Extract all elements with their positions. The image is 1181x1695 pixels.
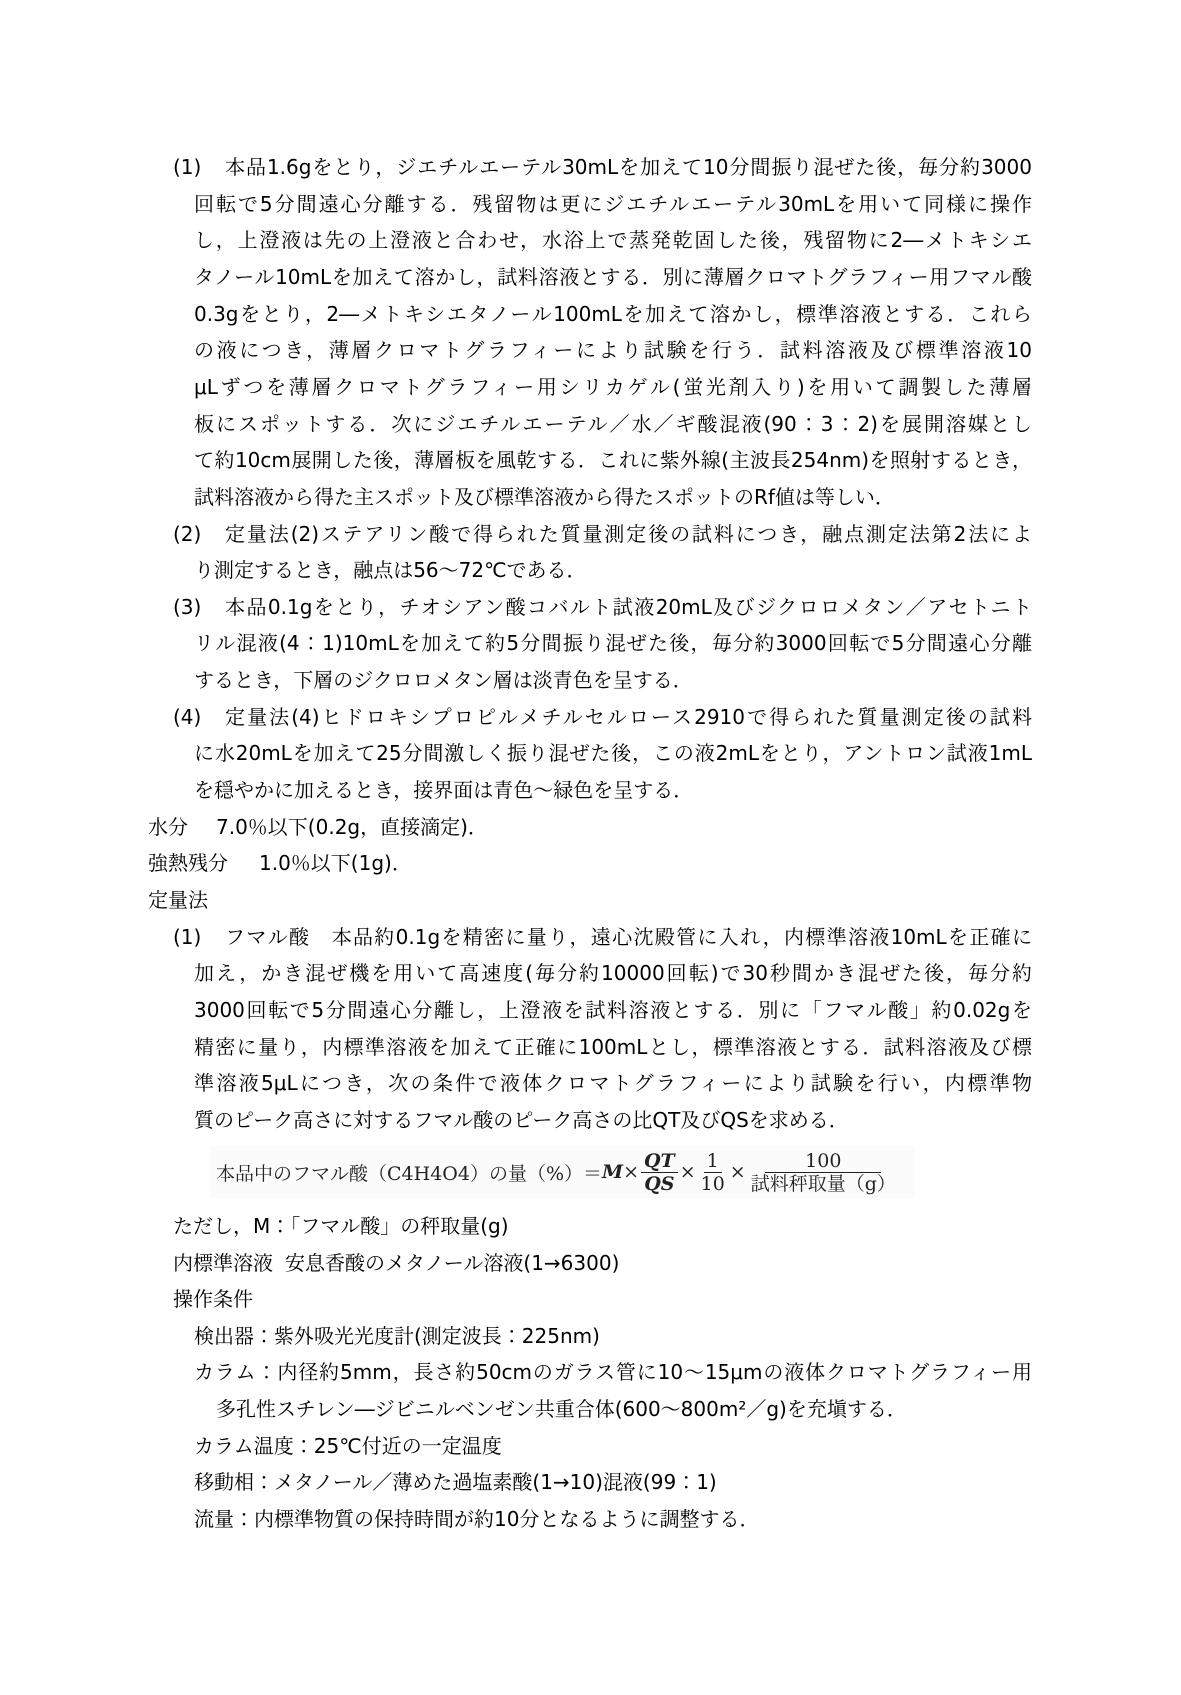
condition-flow-rate: 流量：内標準物質の保持時間が約10分となるように調整する． (194, 1506, 760, 1531)
paragraph-line: 0.3gをとり，2―メトキシエタノール100mLを加えて溶かし，標準溶液とする．これら (194, 301, 1032, 326)
paragraph-line: 質のピーク高さに対するフマル酸のピーク高さの比QT及びQSを求める． (194, 1107, 849, 1132)
paragraph-line: の液につき，薄層クロマトグラフィーにより試験を行う．試料溶液及び標準溶液10 (194, 338, 1032, 363)
item-marker: (4) (173, 704, 202, 729)
water-value: 7.0％以下(0.2g，直接滴定)． (216, 814, 488, 839)
paragraph-line: するとき，下層のジクロロメタン層は淡青色を呈する． (194, 668, 693, 693)
item-marker: (3) (173, 594, 202, 619)
item-marker: (1) (173, 924, 202, 949)
condition-mobile-phase: 移動相：メタノール／薄めた過塩素酸(1→10)混液(99：1) (194, 1470, 717, 1495)
paragraph-line: μLずつを薄層クロマトグラフィー用シリカゲル(蛍光剤入り)を用いて調製した薄層 (194, 374, 1032, 399)
formula-q-ratio (641, 1150, 678, 1195)
internal-standard-label: 内標準溶液 (173, 1250, 273, 1275)
internal-standard-value: 安息香酸のメタノール溶液(1→6300) (285, 1250, 620, 1275)
paragraph-line: 本品1.6gをとり，ジエチルエーテル30mLを加えて10分間振り混ぜた後，毎分約3000 (225, 155, 1032, 179)
paragraph-line: 板にスポットする．次にジエチルエーテル／水／ギ酸混液(90：3：2)を展開溶媒とし (194, 411, 1032, 436)
paragraph-line: に水20mLを加えて25分間激しく振り混ぜた後，この液2mLをとり，アントロン試液1mL (194, 741, 1032, 766)
paragraph-line: リル混液(4：1)10mLを加えて約5分間振り混ぜた後，毎分約3000回転で5分間遠心分離 (194, 631, 1032, 656)
condition-detector: 検出器：紫外吸光光度計(測定波長：225nm) (194, 1323, 600, 1348)
paragraph-line: り測定するとき，融点は56～72℃である． (194, 558, 587, 583)
formula-qs: QS (644, 1172, 675, 1195)
condition-column: カラム：内径約5mm，長さ約50cmのガラス管に10～15μmの液体クロマトグラフィー用 (194, 1360, 1032, 1385)
formula-sample-mass: 試料秤取量（g） (750, 1172, 896, 1195)
paragraph-line: 試料溶液から得た主スポット及び標準溶液から得たスポットのRf値は等しい． (194, 484, 895, 509)
formula-one: 1 (704, 1150, 722, 1173)
formula-where: ただし，M：「フマル酸」の秤取量(g) (173, 1214, 509, 1238)
residue-value: 1.0％以下(1g)． (259, 851, 412, 876)
paragraph-line: を穏やかに加えるとき，接界面は青色～緑色を呈する． (194, 778, 694, 803)
assay-formula (210, 1146, 915, 1198)
formula-ten: 10 (700, 1172, 725, 1195)
formula-m: M (602, 1161, 624, 1183)
paragraph-line: フマル酸 本品約0.1gを精密に量り，遠心沈殿管に入れ，内標準溶液10mLを正確に (225, 924, 1032, 949)
paragraph-line: タノール10mLを加えて溶かし，試料溶液とする．別に薄層クロマトグラフィー用フマル酸 (194, 264, 1032, 289)
paragraph-line: 本品0.1gをとり，チオシアン酸コバルト試液20mL及びジクロロメタン／アセトニト (225, 594, 1032, 619)
condition-column-temp: カラム温度：25℃付近の一定温度 (194, 1433, 502, 1458)
paragraph-line: し，上澄液は先の上澄液と合わせ，水浴上で蒸発乾固した後，残留物に2―メトキシエ (194, 228, 1032, 253)
formula-times: × (729, 1161, 746, 1183)
formula-qt: QT (641, 1150, 678, 1173)
assay-heading: 定量法 (148, 888, 208, 912)
residue-label: 強熱残分 (148, 851, 228, 876)
paragraph-line: 定量法(2)ステアリン酸で得られた質量測定後の試料につき，融点測定法第2法によ (225, 521, 1032, 546)
condition-column: 多孔性スチレン―ジビニルベンゼン共重合体(600～800m²／g)を充塡する． (216, 1397, 907, 1421)
item-marker: (2) (173, 521, 202, 546)
water-label: 水分 (148, 814, 188, 839)
formula-hundred: 100 (765, 1150, 881, 1173)
paragraph-line: 回転で5分間遠心分離する．残留物は更にジエチルエーテル30mLを用いて同様に操作 (194, 191, 1032, 216)
paragraph-line: 3000回転で5分間遠心分離し，上澄液を試料溶液とする．別に「フマル酸」約0.02gを (194, 997, 1032, 1022)
formula-mass-fraction (748, 1150, 899, 1195)
formula-lhs: 本品中のフマル酸（C4H4O4）の量（%）＝ (216, 1162, 603, 1185)
paragraph-line: 準溶液5μLにつき，次の条件で液体クロマトグラフィーにより試験を行い，内標準物 (194, 1071, 1032, 1096)
paragraph-line: 加え，かき混ぜ機を用いて高速度(毎分約10000回転)で30秒間かき混ぜた後，毎分約 (194, 961, 1032, 986)
formula-one-tenth (698, 1150, 728, 1195)
conditions-heading: 操作条件 (173, 1287, 253, 1312)
paragraph-line: 精密に量り，内標準溶液を加えて正確に100mLとし，標準溶液とする．試料溶液及び標 (194, 1034, 1032, 1059)
formula-times: × (679, 1161, 696, 1183)
item-marker: (1) (173, 155, 202, 179)
formula-times: × (623, 1161, 639, 1183)
paragraph-line: て約10cm展開した後，薄層板を風乾する．これに紫外線(主波長254nm)を照射するとき， (194, 448, 1032, 473)
paragraph-line: 定量法(4)ヒドロキシプロピルメチルセルロース2910で得られた質量測定後の試料 (225, 704, 1032, 729)
